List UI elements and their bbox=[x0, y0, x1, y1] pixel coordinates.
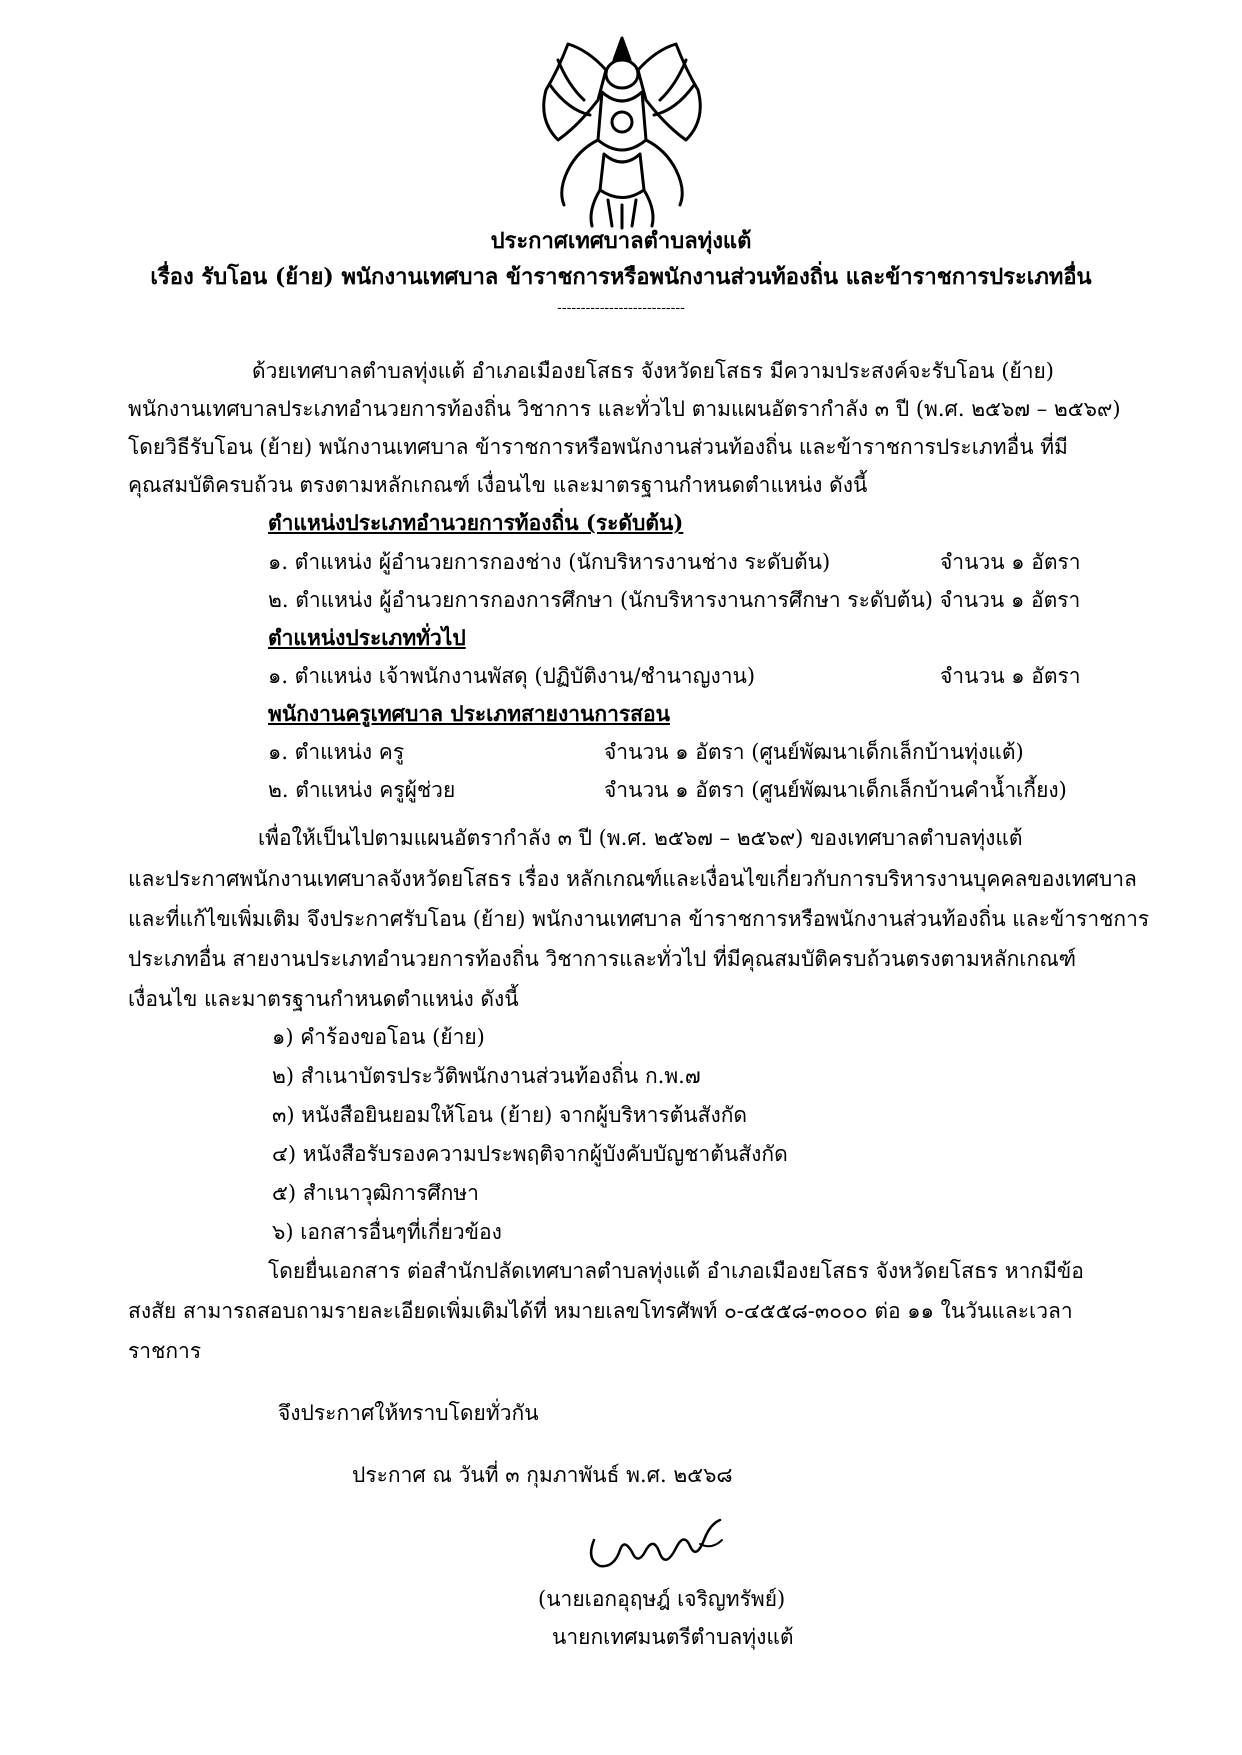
document-item-3: ๓) หนังสือยินยอมให้โอน (ย้าย) จากผู้บริหารต้นสังกัด bbox=[272, 1103, 748, 1127]
section-heading-teacher: พนักงานครูเทศบาล ประเภทสายงานการสอน bbox=[268, 701, 670, 726]
signature-icon bbox=[580, 1510, 740, 1580]
admin-position-2: ๒. ตำแหน่ง ผู้อำนวยการกองการศึกษา (นักบริหารงานการศึกษา ระดับต้น) จำนวน ๑ อัตรา bbox=[268, 588, 1081, 612]
intro-line-3: โดยวิธีรับโอน (ย้าย) พนักงานเทศบาล ข้าราชการหรือพนักงานส่วนท้องถิ่น และข้าราชการประเภทอื่น ที่มี bbox=[128, 435, 1068, 459]
signer-name: (นายเอกอุฤษฎ์ เจริญทรัพย์) bbox=[538, 1587, 786, 1611]
document-item-2: ๒) สำเนาบัตรประวัติพนักงานส่วนท้องถิ่น ก.พ.๗ bbox=[272, 1064, 701, 1088]
intro-line-1: ด้วยเทศบาลตำบลทุ่งแต้ อำเภอเมืองยโสธร จังหวัดยโสธร มีความประสงค์จะรับโอน (ย้าย) bbox=[252, 359, 1054, 383]
para2-line-2: และประกาศพนักงานเทศบาลจังหวัดยโสธร เรื่อง หลักเกณฑ์และเงื่อนไขเกี่ยวกับการบริหารงานบุคคลของเทศบาล bbox=[128, 867, 1137, 891]
general-position-1: ๑. ตำแหน่ง เจ้าพนักงานพัสดุ (ปฏิบัติงาน/ชำนาญงาน) bbox=[268, 664, 756, 688]
intro-line-2: พนักงานเทศบาลประเภทอำนวยการท้องถิ่น วิชาการ และทั่วไป ตามแผนอัตรากำลัง ๓ ปี (พ.ศ. ๒๕๖๗ – ๒๕๖๙) bbox=[128, 397, 1121, 421]
para2-line-5: เงื่อนไข และมาตรฐานกำหนดตำแหน่ง ดังนี้ bbox=[128, 987, 519, 1011]
para2-line-1: เพื่อให้เป็นไปตามแผนอัตรากำลัง ๓ ปี (พ.ศ. ๒๕๖๗ – ๒๕๖๙) ของเทศบาลตำบลทุ่งแต้ bbox=[258, 826, 1023, 850]
signer-position: นายกเทศมนตรีตำบลทุ่งแต้ bbox=[552, 1625, 794, 1649]
submit-line-2: สงสัย สามารถสอบถามรายละเอียดเพิ่มเติมได้ที่ หมายเลขโทรศัพท์ ๐-๔๕๕๘-๓๐๐๐ ต่อ ๑๑ ในวันและเวลา bbox=[128, 1299, 1073, 1323]
announcement-date: ประกาศ ณ วันที่ ๓ กุมภาพันธ์ พ.ศ. ๒๕๖๘ bbox=[352, 1463, 733, 1487]
document-item-6: ๖) เอกสารอื่นๆที่เกี่ยวข้อง bbox=[272, 1220, 502, 1244]
teacher-position-1: ๑. ตำแหน่ง ครู bbox=[268, 740, 405, 764]
teacher-position-2: ๒. ตำแหน่ง ครูผู้ช่วย bbox=[268, 778, 456, 802]
announcement-title: ประกาศเทศบาลตำบลทุ่งแต้ bbox=[490, 228, 752, 254]
announcement-subject: เรื่อง รับโอน (ย้าย) พนักงานเทศบาล ข้าราชการหรือพนักงานส่วนท้องถิ่น และข้าราชการประเภทอื่น bbox=[150, 264, 1092, 290]
admin-position-1-count: จำนวน ๑ อัตรา bbox=[940, 550, 1081, 574]
intro-line-4: คุณสมบัติครบถ้วน ตรงตามหลักเกณฑ์ เงื่อนไข และมาตรฐานกำหนดตำแหน่ง ดังนี้ bbox=[128, 473, 868, 497]
admin-position-1: ๑. ตำแหน่ง ผู้อำนวยการกองช่าง (นักบริหารงานช่าง ระดับต้น) bbox=[268, 550, 831, 574]
document-item-4: ๔) หนังสือรับรองความประพฤติจากผู้บังคับบัญชาต้นสังกัด bbox=[272, 1142, 788, 1166]
section-heading-admin: ตำแหน่งประเภทอำนวยการท้องถิ่น (ระดับต้น) bbox=[268, 510, 684, 535]
title-divider: --------------------------- bbox=[557, 300, 685, 316]
section-heading-general: ตำแหน่งประเภททั่วไป bbox=[268, 625, 466, 650]
para2-line-4: ประเภทอื่น สายงานประเภทอำนวยการท้องถิ่น วิชาการและทั่วไป ที่มีคุณสมบัติครบถ้วนตรงตามหลักเกณฑ์ bbox=[128, 947, 1077, 971]
teacher-position-2-count: จำนวน ๑ อัตรา (ศูนย์พัฒนาเด็กเล็กบ้านคำน้ำเกี้ยง) bbox=[604, 778, 1067, 802]
para2-line-3: และที่แก้ไขเพิ่มเติม จึงประกาศรับโอน (ย้าย) พนักงานเทศบาล ข้าราชการหรือพนักงานส่วนท้องถิ่น และข้าราชการ bbox=[128, 907, 1150, 931]
general-position-1-count: จำนวน ๑ อัตรา bbox=[940, 664, 1081, 688]
submit-line-3: ราชการ bbox=[128, 1339, 202, 1363]
document-item-1: ๑) คำร้องขอโอน (ย้าย) bbox=[272, 1025, 485, 1049]
document-item-5: ๕) สำเนาวุฒิการศึกษา bbox=[272, 1181, 479, 1205]
garuda-emblem-icon bbox=[528, 30, 716, 230]
submit-line-1: โดยยื่นเอกสาร ต่อสำนักปลัดเทศบาลตำบลทุ่งแต้ อำเภอเมืองยโสธร จังหวัดยโสธร หากมีข้อ bbox=[268, 1259, 1084, 1283]
closing-announcement: จึงประกาศให้ทราบโดยทั่วกัน bbox=[278, 1401, 539, 1425]
teacher-position-1-count: จำนวน ๑ อัตรา (ศูนย์พัฒนาเด็กเล็กบ้านทุ่งแต้) bbox=[604, 740, 1024, 764]
